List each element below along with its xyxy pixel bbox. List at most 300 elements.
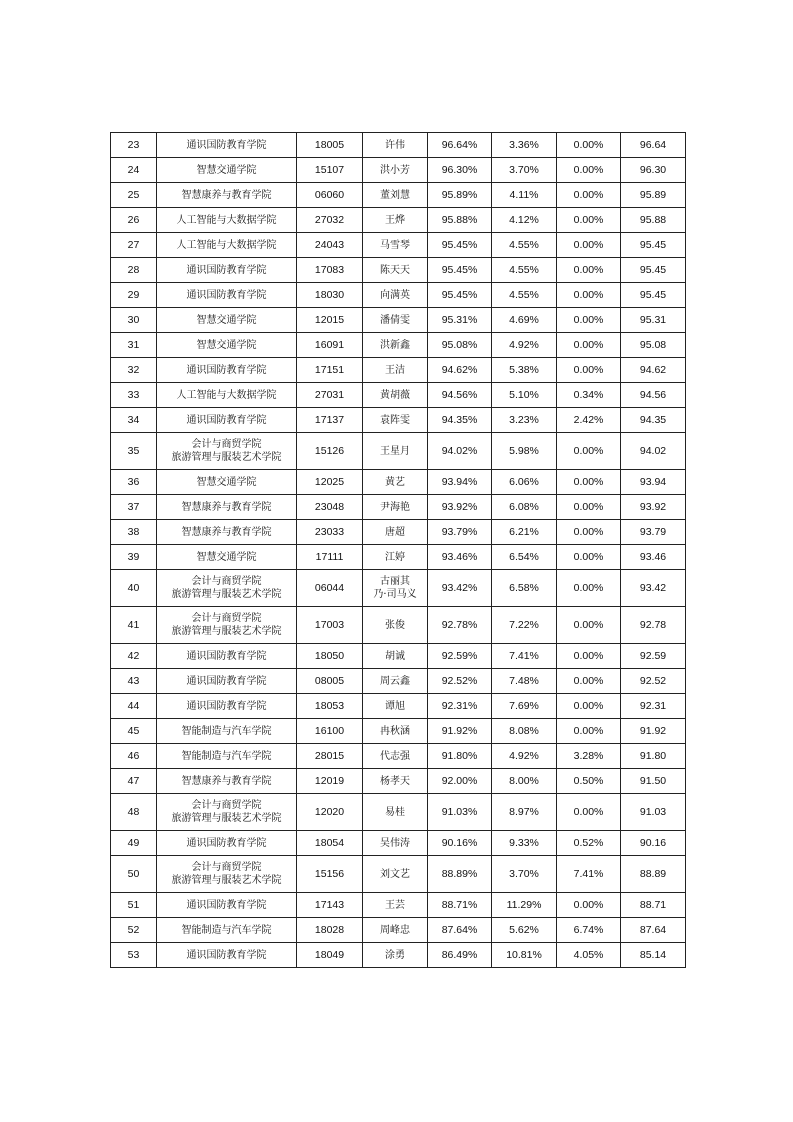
cell-college [157, 495, 297, 520]
cell-percent-1: 95.88% [428, 208, 492, 233]
cell-college-line: 人工智能与大数据学院 [176, 239, 277, 251]
cell-name-line: 涂勇 [385, 949, 405, 961]
cell-name [363, 358, 428, 383]
cell-name-line: 陈天天 [380, 264, 410, 276]
table-row [111, 856, 686, 893]
cell-percent-1: 86.49% [428, 943, 492, 968]
cell-name [363, 545, 428, 570]
cell-college-line: 旅游管理与服装艺术学院 [171, 452, 282, 463]
cell-rank: 44 [111, 694, 157, 719]
cell-percent-3: 0.00% [557, 333, 621, 358]
cell-college [157, 233, 297, 258]
cell-name [363, 831, 428, 856]
table-row [111, 158, 686, 183]
cell-college [157, 183, 297, 208]
cell-name [363, 644, 428, 669]
cell-percent-3: 0.00% [557, 233, 621, 258]
cell-name [363, 308, 428, 333]
cell-percent-3: 4.05% [557, 943, 621, 968]
cell-name-line: 董刘慧 [380, 189, 410, 201]
cell-college [157, 470, 297, 495]
cell-college [157, 644, 297, 669]
cell-college [157, 133, 297, 158]
cell-college [157, 694, 297, 719]
cell-rank: 31 [111, 333, 157, 358]
cell-name [363, 694, 428, 719]
cell-percent-2: 4.12% [492, 208, 557, 233]
cell-percent-1: 87.64% [428, 918, 492, 943]
cell-percent-3: 0.00% [557, 495, 621, 520]
cell-name [363, 856, 428, 893]
cell-id: 17003 [297, 607, 363, 644]
cell-percent-1: 91.80% [428, 744, 492, 769]
cell-name-line: 潘倩雯 [380, 314, 410, 326]
cell-percent-2: 4.92% [492, 333, 557, 358]
cell-name-line: 江婷 [385, 551, 405, 563]
cell-id: 18050 [297, 644, 363, 669]
cell-name-line: 王洁 [385, 364, 405, 376]
cell-name-line: 杨孝天 [380, 775, 410, 787]
cell-percent-3: 0.00% [557, 794, 621, 831]
cell-college-line: 会计与商贸学院 [191, 613, 262, 624]
cell-name-line: 黄艺 [385, 476, 405, 488]
cell-percent-1: 95.45% [428, 233, 492, 258]
cell-percent-3: 0.00% [557, 158, 621, 183]
cell-percent-1: 91.92% [428, 719, 492, 744]
cell-id: 12020 [297, 794, 363, 831]
cell-college-line: 人工智能与大数据学院 [176, 389, 277, 401]
cell-college-line: 通识国防教育学院 [186, 364, 267, 376]
cell-percent-3: 0.00% [557, 545, 621, 570]
cell-college-line: 通识国防教育学院 [186, 949, 267, 961]
cell-percent-3: 0.00% [557, 133, 621, 158]
cell-college [157, 893, 297, 918]
cell-rank: 34 [111, 408, 157, 433]
cell-percent-1: 95.08% [428, 333, 492, 358]
cell-college-line: 智慧交通学院 [196, 314, 257, 326]
cell-rank: 25 [111, 183, 157, 208]
cell-percent-2: 4.55% [492, 233, 557, 258]
cell-college [157, 831, 297, 856]
cell-rank: 50 [111, 856, 157, 893]
cell-percent-2: 4.11% [492, 183, 557, 208]
cell-percent-3: 0.00% [557, 470, 621, 495]
cell-college-line: 通识国防教育学院 [186, 837, 267, 849]
cell-name [363, 520, 428, 545]
cell-name-line: 马雪琴 [380, 239, 410, 251]
cell-name [363, 719, 428, 744]
cell-percent-3: 0.00% [557, 669, 621, 694]
cell-college-line: 智能制造与汽车学院 [181, 750, 272, 762]
cell-score: 95.45 [621, 283, 686, 308]
cell-id: 18053 [297, 694, 363, 719]
cell-name-line: 周云鑫 [380, 675, 410, 687]
cell-percent-2: 8.08% [492, 719, 557, 744]
cell-id: 15126 [297, 433, 363, 470]
cell-name [363, 433, 428, 470]
cell-name [363, 383, 428, 408]
table-row [111, 433, 686, 470]
cell-college-line: 通识国防教育学院 [186, 264, 267, 276]
cell-id: 16091 [297, 333, 363, 358]
cell-score: 95.89 [621, 183, 686, 208]
cell-percent-3: 0.50% [557, 769, 621, 794]
cell-rank: 52 [111, 918, 157, 943]
cell-name-line: 尹海艳 [380, 501, 410, 513]
cell-percent-2: 5.38% [492, 358, 557, 383]
table-row [111, 208, 686, 233]
cell-name [363, 283, 428, 308]
cell-name [363, 133, 428, 158]
cell-percent-1: 92.59% [428, 644, 492, 669]
cell-name-line: 周峰忠 [380, 924, 410, 936]
cell-id: 23033 [297, 520, 363, 545]
document-page [110, 132, 685, 968]
cell-college [157, 856, 297, 893]
cell-percent-1: 96.64% [428, 133, 492, 158]
cell-percent-2: 4.69% [492, 308, 557, 333]
cell-percent-3: 0.00% [557, 183, 621, 208]
cell-percent-1: 94.56% [428, 383, 492, 408]
table-row [111, 133, 686, 158]
cell-rank: 24 [111, 158, 157, 183]
cell-percent-2: 3.36% [492, 133, 557, 158]
table-row [111, 258, 686, 283]
cell-percent-1: 94.62% [428, 358, 492, 383]
cell-percent-3: 0.00% [557, 644, 621, 669]
cell-college [157, 607, 297, 644]
cell-percent-1: 91.03% [428, 794, 492, 831]
cell-college [157, 744, 297, 769]
cell-college [157, 333, 297, 358]
cell-percent-3: 2.42% [557, 408, 621, 433]
cell-percent-3: 0.00% [557, 258, 621, 283]
cell-id: 27031 [297, 383, 363, 408]
cell-college-line: 智慧交通学院 [196, 164, 257, 176]
cell-college [157, 545, 297, 570]
cell-percent-1: 88.89% [428, 856, 492, 893]
ranking-table [110, 132, 686, 968]
cell-name-line: 易桂 [385, 806, 405, 818]
cell-name-line: 许伟 [385, 139, 405, 151]
cell-college-line: 智慧康养与教育学院 [181, 501, 272, 513]
cell-rank: 28 [111, 258, 157, 283]
cell-id: 12019 [297, 769, 363, 794]
cell-percent-2: 9.33% [492, 831, 557, 856]
cell-percent-3: 0.00% [557, 208, 621, 233]
cell-college-line: 会计与商贸学院 [191, 439, 262, 450]
cell-college-line: 智慧交通学院 [196, 476, 257, 488]
cell-score: 91.80 [621, 744, 686, 769]
cell-college-line: 旅游管理与服装艺术学院 [171, 589, 282, 600]
cell-name-line: 洪小芳 [380, 164, 410, 176]
cell-percent-1: 92.78% [428, 607, 492, 644]
cell-percent-1: 92.31% [428, 694, 492, 719]
cell-percent-3: 0.00% [557, 719, 621, 744]
cell-percent-1: 94.35% [428, 408, 492, 433]
cell-percent-1: 92.00% [428, 769, 492, 794]
table-row [111, 893, 686, 918]
cell-college-line: 智慧交通学院 [196, 551, 257, 563]
cell-rank: 36 [111, 470, 157, 495]
cell-rank: 40 [111, 570, 157, 607]
cell-percent-2: 3.70% [492, 856, 557, 893]
cell-name [363, 158, 428, 183]
table-row [111, 794, 686, 831]
cell-rank: 53 [111, 943, 157, 968]
cell-name-line: 代志强 [380, 750, 410, 762]
table-row [111, 831, 686, 856]
cell-score: 95.45 [621, 233, 686, 258]
cell-college-line: 旅游管理与服装艺术学院 [171, 813, 282, 824]
cell-percent-3: 0.00% [557, 308, 621, 333]
cell-college-line: 旅游管理与服装艺术学院 [171, 626, 282, 637]
cell-score: 95.08 [621, 333, 686, 358]
table-row [111, 233, 686, 258]
cell-name-line: 吴伟涛 [380, 837, 410, 849]
cell-score: 92.59 [621, 644, 686, 669]
cell-score: 88.71 [621, 893, 686, 918]
cell-score: 93.79 [621, 520, 686, 545]
cell-rank: 38 [111, 520, 157, 545]
cell-rank: 39 [111, 545, 157, 570]
cell-percent-3: 0.00% [557, 893, 621, 918]
cell-score: 91.03 [621, 794, 686, 831]
cell-rank: 35 [111, 433, 157, 470]
table-row [111, 383, 686, 408]
cell-name-line: 乃·司马义 [373, 589, 417, 600]
cell-name [363, 943, 428, 968]
cell-percent-2: 11.29% [492, 893, 557, 918]
cell-college [157, 769, 297, 794]
cell-percent-1: 93.42% [428, 570, 492, 607]
cell-score: 92.31 [621, 694, 686, 719]
cell-college-line: 通识国防教育学院 [186, 675, 267, 687]
cell-name-line: 王星月 [380, 445, 410, 457]
cell-percent-1: 90.16% [428, 831, 492, 856]
cell-name [363, 570, 428, 607]
cell-college-line: 通识国防教育学院 [186, 650, 267, 662]
cell-score: 95.88 [621, 208, 686, 233]
cell-name-line: 唐超 [385, 526, 405, 538]
cell-score: 94.35 [621, 408, 686, 433]
cell-rank: 42 [111, 644, 157, 669]
cell-score: 93.46 [621, 545, 686, 570]
cell-college [157, 383, 297, 408]
cell-score: 90.16 [621, 831, 686, 856]
cell-id: 08005 [297, 669, 363, 694]
cell-name [363, 794, 428, 831]
cell-college [157, 943, 297, 968]
cell-college-line: 旅游管理与服装艺术学院 [171, 875, 282, 886]
cell-name [363, 893, 428, 918]
cell-college-line: 通识国防教育学院 [186, 700, 267, 712]
cell-name-line: 谭旭 [385, 700, 405, 712]
cell-id: 15107 [297, 158, 363, 183]
cell-percent-1: 95.45% [428, 258, 492, 283]
cell-college-line: 智慧康养与教育学院 [181, 189, 272, 201]
cell-id: 17143 [297, 893, 363, 918]
cell-name [363, 744, 428, 769]
cell-id: 28015 [297, 744, 363, 769]
cell-name-line: 王烨 [385, 214, 405, 226]
cell-percent-3: 0.34% [557, 383, 621, 408]
cell-percent-2: 6.58% [492, 570, 557, 607]
cell-percent-3: 0.52% [557, 831, 621, 856]
cell-percent-3: 0.00% [557, 520, 621, 545]
cell-percent-1: 93.46% [428, 545, 492, 570]
table-row [111, 694, 686, 719]
cell-college-line: 智慧康养与教育学院 [181, 775, 272, 787]
cell-college-line: 通识国防教育学院 [186, 289, 267, 301]
cell-id: 23048 [297, 495, 363, 520]
cell-score: 93.94 [621, 470, 686, 495]
cell-percent-2: 7.22% [492, 607, 557, 644]
cell-score: 93.42 [621, 570, 686, 607]
cell-id: 12015 [297, 308, 363, 333]
cell-score: 91.92 [621, 719, 686, 744]
cell-percent-2: 7.69% [492, 694, 557, 719]
cell-id: 17111 [297, 545, 363, 570]
cell-rank: 27 [111, 233, 157, 258]
cell-college-line: 智慧交通学院 [196, 339, 257, 351]
cell-score: 93.92 [621, 495, 686, 520]
table-row [111, 669, 686, 694]
cell-college [157, 308, 297, 333]
cell-college [157, 719, 297, 744]
cell-percent-1: 95.45% [428, 283, 492, 308]
cell-college [157, 208, 297, 233]
cell-name-line: 胡诚 [385, 650, 405, 662]
cell-percent-1: 94.02% [428, 433, 492, 470]
cell-name-line: 张俊 [385, 619, 405, 631]
table-row [111, 744, 686, 769]
cell-percent-1: 95.89% [428, 183, 492, 208]
cell-rank: 51 [111, 893, 157, 918]
cell-score: 96.30 [621, 158, 686, 183]
cell-name [363, 607, 428, 644]
cell-rank: 45 [111, 719, 157, 744]
cell-name-line: 洪新鑫 [380, 339, 410, 351]
cell-name [363, 769, 428, 794]
table-row [111, 470, 686, 495]
cell-score: 95.31 [621, 308, 686, 333]
cell-score: 96.64 [621, 133, 686, 158]
cell-percent-2: 10.81% [492, 943, 557, 968]
cell-college [157, 669, 297, 694]
table-row [111, 183, 686, 208]
table-row [111, 358, 686, 383]
cell-percent-1: 95.31% [428, 308, 492, 333]
table-row [111, 644, 686, 669]
cell-id: 06044 [297, 570, 363, 607]
cell-score: 95.45 [621, 258, 686, 283]
cell-rank: 29 [111, 283, 157, 308]
cell-percent-3: 0.00% [557, 283, 621, 308]
cell-name [363, 208, 428, 233]
table-row [111, 607, 686, 644]
cell-percent-3: 6.74% [557, 918, 621, 943]
cell-percent-3: 0.00% [557, 694, 621, 719]
cell-name-line: 袁阵雯 [380, 414, 410, 426]
cell-percent-2: 6.54% [492, 545, 557, 570]
cell-percent-2: 4.55% [492, 283, 557, 308]
cell-percent-2: 4.92% [492, 744, 557, 769]
table-row [111, 408, 686, 433]
cell-rank: 37 [111, 495, 157, 520]
cell-percent-1: 93.92% [428, 495, 492, 520]
cell-rank: 46 [111, 744, 157, 769]
cell-name-line: 冉秋涵 [380, 725, 410, 737]
cell-college [157, 570, 297, 607]
cell-id: 18030 [297, 283, 363, 308]
cell-percent-2: 4.55% [492, 258, 557, 283]
table-row [111, 918, 686, 943]
cell-id: 06060 [297, 183, 363, 208]
cell-percent-2: 8.00% [492, 769, 557, 794]
table-row [111, 308, 686, 333]
cell-id: 16100 [297, 719, 363, 744]
cell-percent-2: 7.48% [492, 669, 557, 694]
cell-name-line: 王芸 [385, 899, 405, 911]
cell-id: 17151 [297, 358, 363, 383]
cell-score: 88.89 [621, 856, 686, 893]
cell-college-line: 通识国防教育学院 [186, 139, 267, 151]
table-row [111, 943, 686, 968]
cell-name-line: 刘文艺 [380, 868, 410, 880]
cell-rank: 32 [111, 358, 157, 383]
cell-percent-1: 93.94% [428, 470, 492, 495]
cell-percent-3: 0.00% [557, 358, 621, 383]
cell-rank: 23 [111, 133, 157, 158]
table-row [111, 545, 686, 570]
cell-score: 91.50 [621, 769, 686, 794]
cell-percent-3: 7.41% [557, 856, 621, 893]
cell-college [157, 283, 297, 308]
cell-percent-2: 8.97% [492, 794, 557, 831]
cell-percent-2: 5.10% [492, 383, 557, 408]
cell-id: 27032 [297, 208, 363, 233]
cell-id: 18049 [297, 943, 363, 968]
cell-id: 17137 [297, 408, 363, 433]
cell-name-line: 古丽其 [380, 576, 410, 587]
cell-percent-2: 6.06% [492, 470, 557, 495]
cell-name [363, 918, 428, 943]
cell-name-line: 黄胡薇 [380, 389, 410, 401]
cell-score: 94.62 [621, 358, 686, 383]
cell-score: 92.52 [621, 669, 686, 694]
cell-id: 17083 [297, 258, 363, 283]
cell-percent-2: 3.70% [492, 158, 557, 183]
cell-rank: 33 [111, 383, 157, 408]
cell-college-line: 通识国防教育学院 [186, 414, 267, 426]
cell-id: 15156 [297, 856, 363, 893]
table-body [111, 133, 686, 968]
cell-college [157, 433, 297, 470]
cell-name [363, 333, 428, 358]
cell-college-line: 智能制造与汽车学院 [181, 725, 272, 737]
cell-rank: 43 [111, 669, 157, 694]
table-row [111, 333, 686, 358]
cell-score: 87.64 [621, 918, 686, 943]
cell-college-line: 会计与商贸学院 [191, 800, 262, 811]
cell-id: 24043 [297, 233, 363, 258]
cell-college-line: 人工智能与大数据学院 [176, 214, 277, 226]
cell-percent-1: 93.79% [428, 520, 492, 545]
cell-name-line: 向满英 [380, 289, 410, 301]
cell-college [157, 158, 297, 183]
cell-college [157, 258, 297, 283]
